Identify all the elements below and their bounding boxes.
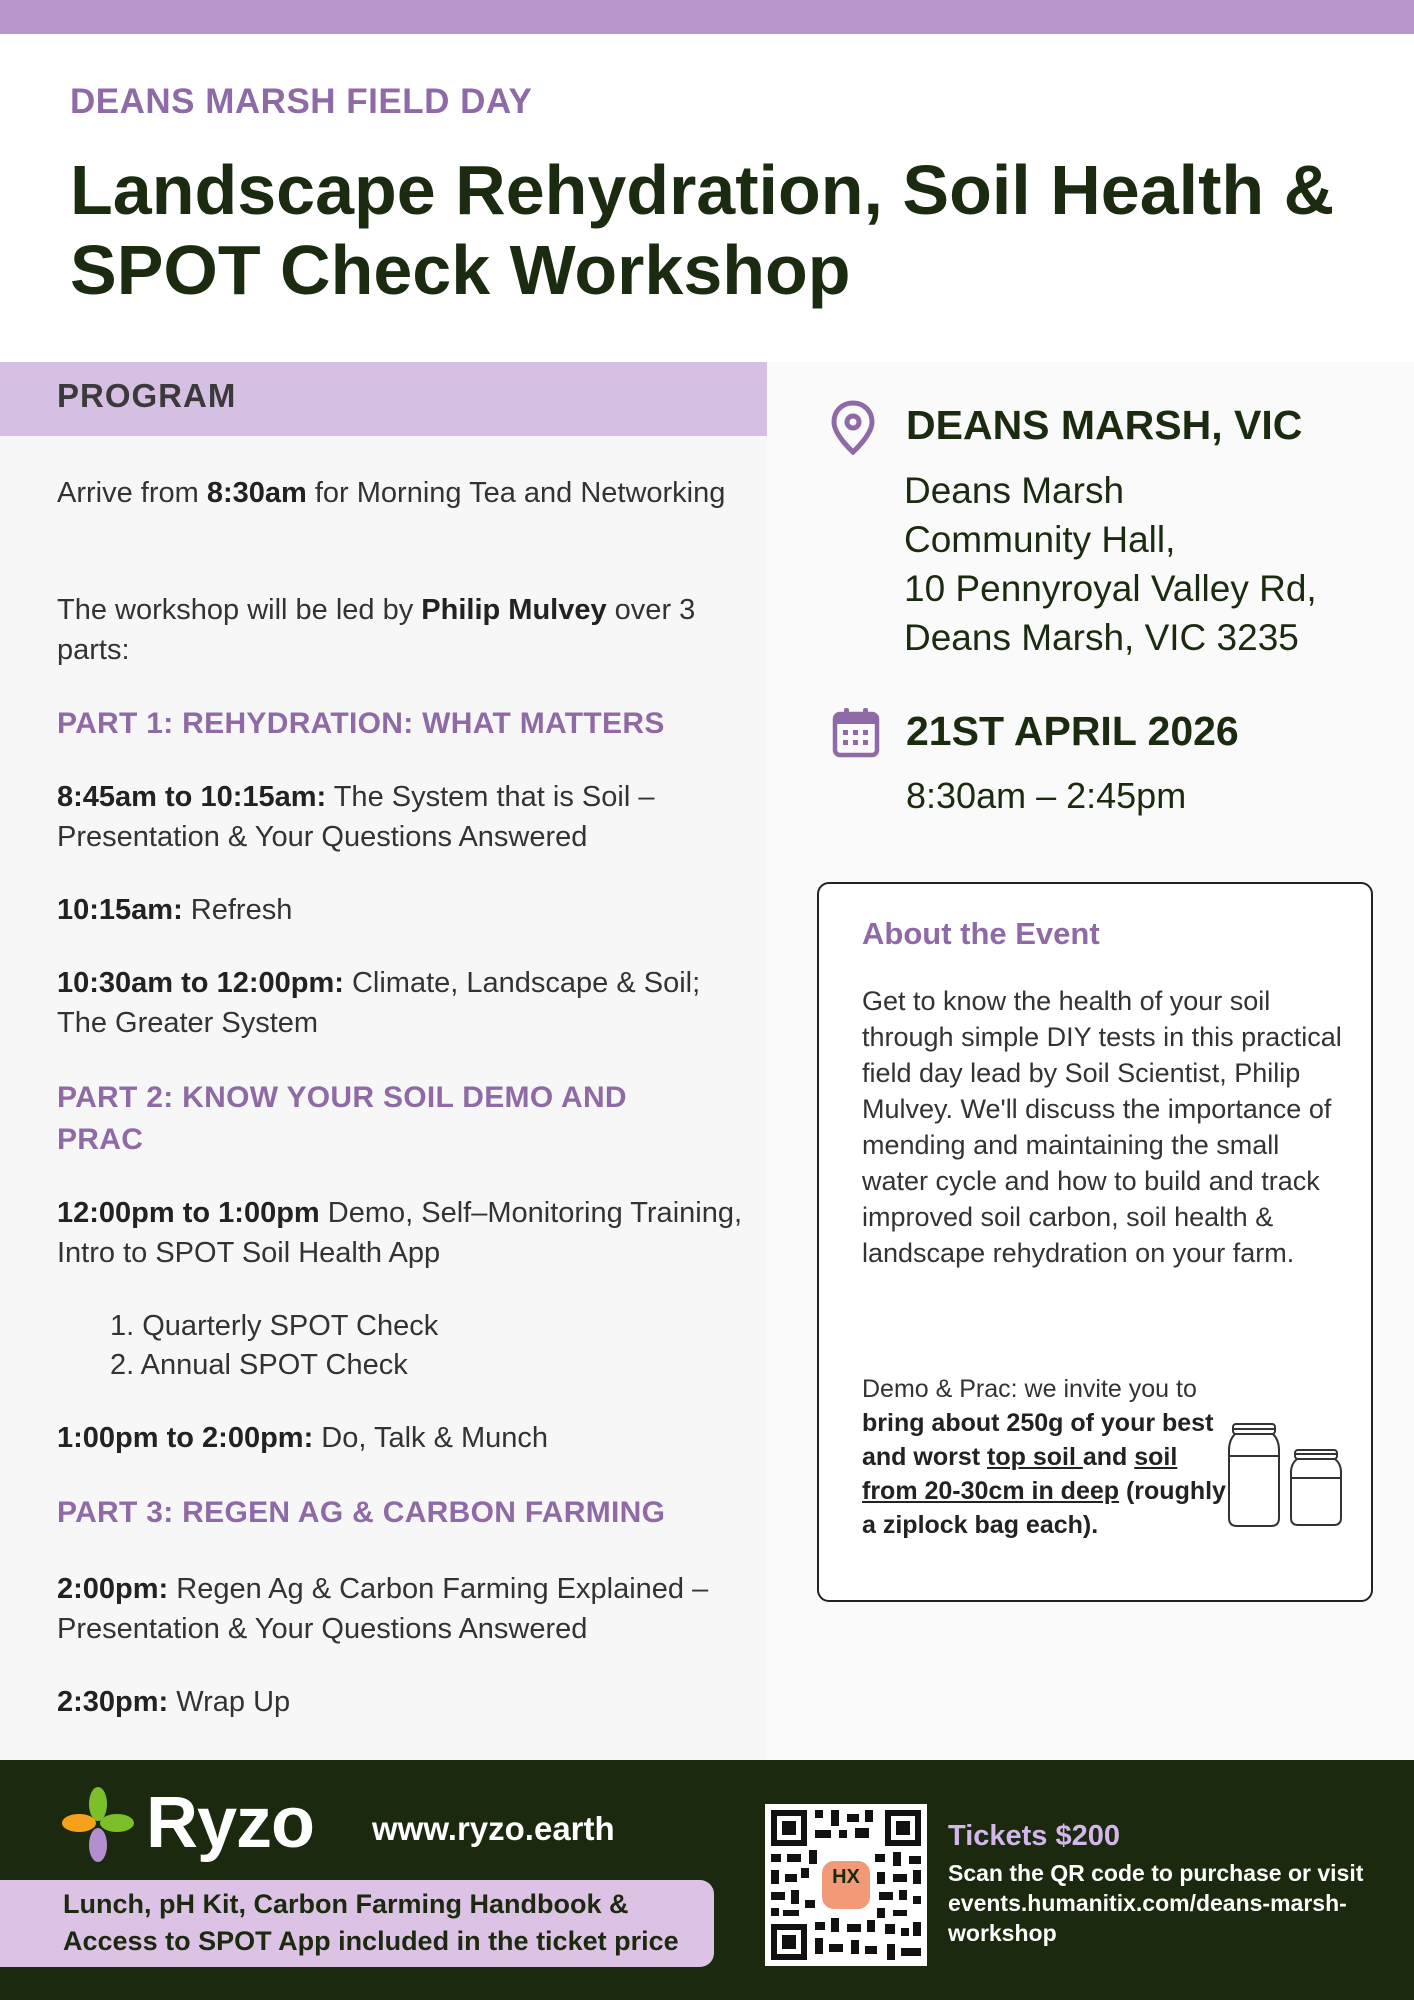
address-line: Deans Marsh <box>904 470 1125 511</box>
ticket-price: Tickets $200 <box>948 1820 1120 1852</box>
schedule-item: 10:30am to 12:00pm: Climate, Landscape & Soil; The Greater System <box>57 967 701 1039</box>
part2-title: PART 2: KNOW YOUR SOIL DEMO AND PRAC <box>57 1081 627 1156</box>
about-text: Get to know the health of your soil through simple DIY tests in this practical field day lead by Soil Scientist, Philip Mulvey. We'll discuss the importance of mending and maintaining the small water cycle and how to build and track improved soil carbon, soil health & landscape rehydration on your farm. <box>862 986 1342 1268</box>
location-title: DEANS MARSH, VIC <box>906 402 1303 448</box>
qr-badge-label: HX <box>832 1866 860 1888</box>
schedule-item: 1:00pm to 2:00pm: Do, Talk & Munch <box>57 1422 549 1454</box>
about-title: About the Event <box>862 916 1100 951</box>
location-address <box>904 466 1317 662</box>
led-by-text: The workshop will be led by Philip Mulvey over 3 parts: <box>57 594 696 666</box>
schedule-item: 2:00pm: Regen Ag & Carbon Farming Explained – Presentation & Your Questions Answered <box>57 1573 709 1645</box>
event-time: 8:30am – 2:45pm <box>906 775 1187 816</box>
event-eyebrow: DEANS MARSH FIELD DAY <box>70 82 533 121</box>
purchase-instructions: Scan the QR code to purchase or visit events.humanitix.com/deans-marsh-workshop <box>948 1860 1364 1946</box>
program-panel <box>0 362 767 1760</box>
page-title: Landscape Rehydration, Soil Health & SPOT Check Workshop <box>70 151 1335 309</box>
part1-title: PART 1: REHYDRATION: WHAT MATTERS <box>57 707 665 740</box>
included-text: Lunch, pH Kit, Carbon Farming Handbook & Access to SPOT App included in the ticket price <box>63 1889 679 1956</box>
jars-illustration <box>1225 1420 1350 1535</box>
website-link[interactable]: www.ryzo.earth <box>372 1810 615 1847</box>
spot-check-list <box>110 1307 438 1385</box>
map-pin-icon <box>830 400 876 461</box>
calendar-icon <box>832 706 880 763</box>
demo-prac-text: Demo & Prac: we invite you to bring about 250g of your best and worst top soil and soil from 20-30cm in deep (roughly a ziplock bag each). <box>862 1375 1226 1539</box>
schedule-item: 8:45am to 10:15am: The System that is Soil – Presentation & Your Questions Answered <box>57 781 655 853</box>
brand-name: Ryzo <box>146 1783 315 1863</box>
arrive-text: Arrive from 8:30am for Morning Tea and Networking <box>57 477 726 509</box>
address-line: Deans Marsh, VIC 3235 <box>904 617 1299 658</box>
part3-title: PART 3: REGEN AG & CARBON FARMING <box>57 1496 666 1529</box>
address-line: 10 Pennyroyal Valley Rd, <box>904 568 1317 609</box>
schedule-item: 10:15am: Refresh <box>57 894 293 926</box>
top-accent-bar <box>0 0 1414 34</box>
list-item: 1. Quarterly SPOT Check <box>110 1310 439 1342</box>
schedule-item: 2:30pm: Wrap Up <box>57 1686 291 1718</box>
schedule-item: 12:00pm to 1:00pm Demo, Self–Monitoring Training, Intro to SPOT Soil Health App <box>57 1197 743 1269</box>
ryzo-leaf-logo-icon <box>60 1785 136 1872</box>
list-item: 2. Annual SPOT Check <box>110 1349 408 1381</box>
program-label: PROGRAM <box>57 377 237 414</box>
event-date: 21ST APRIL 2026 <box>906 708 1239 754</box>
address-line: Community Hall, <box>904 519 1176 560</box>
